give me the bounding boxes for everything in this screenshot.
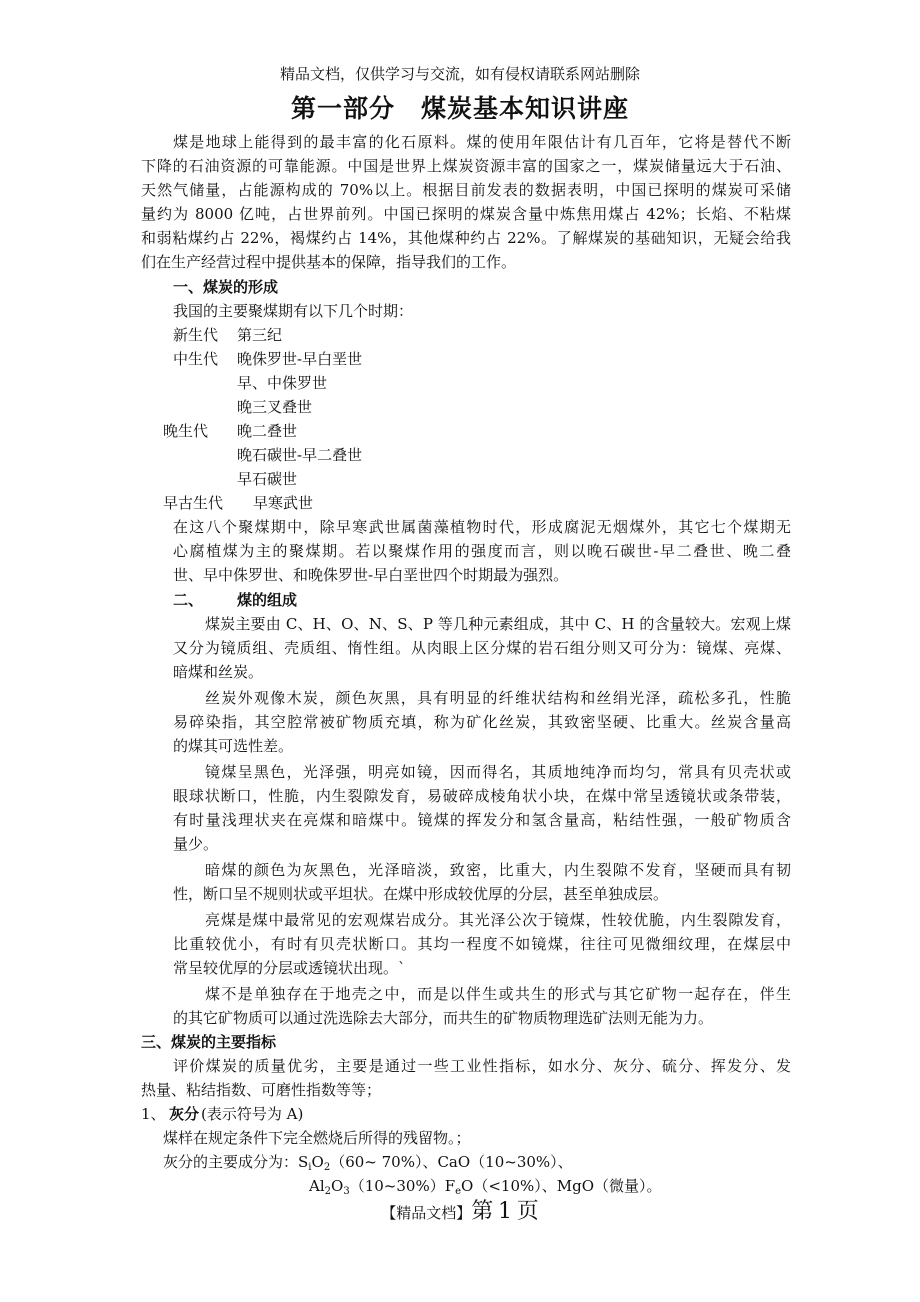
paragraph-line: 的其它矿物质可以通过洗选除去大部分，而共生的矿物质物理选矿法则无能为力。 [173, 1009, 714, 1027]
formula-al2o3: $Al_2O_3$ [309, 1177, 350, 1197]
era-period: 第三纪 [237, 326, 283, 344]
formula-sio2: $S_iO_2$ [298, 1153, 331, 1173]
paragraph-line: 性，断口呈不规则状或平坦状。在煤中形成较优厚的分层，甚至单独成层。 [173, 885, 669, 903]
list-item-term: 灰分 [169, 1105, 200, 1123]
era-period: 晚侏罗世-早白垩世 [237, 350, 363, 368]
era-period: 早寒武世 [253, 494, 314, 512]
paragraph-line: 镜煤呈黑色，光泽强，明亮如镜，因而得名，其质地纯净而均匀，常具有贝壳状或 [205, 763, 791, 781]
page-title: 第一部分 煤炭基本知识讲座 [290, 94, 629, 123]
intro-line: 下降的石油资源的可靠能源。中国是世界上煤炭资源丰富的国家之一，煤炭储量远大于石油、 [141, 157, 791, 175]
paragraph-line: 煤不是单独存在于地壳之中，而是以伴生或共生的形式与其它矿物一起存在，伴生 [205, 985, 791, 1003]
intro-line: 和弱粘煤约占 22%，褐煤约占 14%，其他煤种约占 22%。了解煤炭的基础知识，无疑会给我 [141, 229, 791, 247]
era-name: 早古生代 [163, 494, 224, 512]
intro-line: 天然气储量，占能源构成的 70%以上。根据目前发表的数据表明，中国已探明的煤炭可采储 [141, 181, 791, 199]
components-lead: 灰分的主要成分为： [163, 1153, 299, 1171]
era-period: 早、中侏罗世 [237, 374, 328, 392]
page-word: 第 [471, 1199, 494, 1224]
paragraph-line: 眼球状断口，性脆，内生裂隙发育，易破碎成棱角状小块，在煤中常呈透镜状或条带装， [173, 787, 791, 805]
paragraph-line: 亮煤是煤中最常见的宏观煤岩成分。其光泽公次于镜煤，性较优脆，内生裂隙发育， [205, 911, 791, 929]
era-period: 晚三叉叠世 [237, 398, 313, 416]
components-line [309, 1176, 662, 1196]
page-footer [0, 1197, 920, 1228]
paragraph-line: 常呈较优厚的分层或透镜状出现。` [173, 959, 406, 977]
era-period: 早石碳世 [237, 470, 298, 488]
components-range: （10~30%）F [349, 1177, 456, 1195]
era-name: 晚生代 [163, 422, 209, 440]
paragraph-line: 煤炭主要由 C、H、O、N、S、P 等几种元素组成，其中 C、H 的含量较大。宏观上煤 [205, 615, 791, 633]
era-period: 晚石碳世-早二叠世 [237, 446, 363, 464]
section-summary-line: 心腐植煤为主的聚煤期。若以聚煤作用的强度而言，则以晚石碳世-早二叠世、晚二叠 [173, 542, 791, 560]
era-period: 晚二叠世 [237, 422, 298, 440]
era-name: 中生代 [173, 350, 219, 368]
paragraph-line: 有时量浅理状夹在亮煤和暗煤中。镜煤的挥发分和氢含量高，粘结性强，一般矿物质含 [173, 811, 791, 829]
paragraph-line: 量少。 [173, 835, 219, 853]
section-heading: 三、煤炭的主要指标 [141, 1033, 277, 1051]
list-item-symbol: (表示符号为 A) [201, 1105, 304, 1123]
page-header: 精品文档，仅供学习与交流，如有侵权请联系网站删除 [279, 65, 640, 83]
components-line [163, 1152, 573, 1172]
paragraph-line: 的煤其可选性差。 [173, 737, 294, 755]
footer-label: 【精品文档】 [381, 1204, 472, 1222]
paragraph-line: 暗煤的颜色为灰黑色，光泽暗淡，致密，比重大，内生裂隙不发育，坚硬而具有韧 [205, 861, 791, 879]
formula-subscript: e [455, 1186, 462, 1197]
section-summary-line: 世、早中侏罗世、和晚侏罗世-早白垩世四个时期最为强烈。 [173, 566, 569, 584]
page-number: 1 [498, 1199, 512, 1224]
components-range: O（<10%）、MgO（微量）。 [461, 1177, 662, 1195]
intro-line: 量约为 8000 亿吨，占世界前列。中国已探明的煤炭含量中炼焦用煤占 42%；长焰、不粘煤 [141, 205, 791, 223]
section-heading: 煤的组成 [237, 591, 298, 609]
paragraph-line: 评价煤炭的质量优劣，主要是通过一些工业性指标，如水分、灰分、硫分、挥发分、发 [173, 1057, 791, 1075]
section-lead: 我国的主要聚煤期有以下几个时期： [173, 302, 414, 320]
paragraph-line: 热量、粘结指数、可磨性指数等等； [141, 1081, 382, 1099]
components-range: （60~ 70%）、CaO（10~30%）、 [330, 1153, 573, 1171]
page-word: 页 [516, 1199, 539, 1224]
intro-line: 们在生产经营过程中提供基本的保障，指导我们的工作。 [141, 253, 517, 271]
era-name: 新生代 [173, 326, 219, 344]
paragraph-line: 又分为镜质组、壳质组、惰性组。从肉眼上区分煤的岩石组分则又可分为：镜煤、亮煤、 [173, 639, 791, 657]
paragraph-line: 丝炭外观像木炭，颜色灰黑，具有明显的纤维状结构和丝绢光泽，疏松多孔，性脆 [205, 689, 791, 707]
paragraph-line: 暗煤和丝炭。 [173, 663, 264, 681]
section-summary-line: 在这八个聚煤期中，除早寒武世属菌藻植物时代，形成腐泥无烟煤外，其它七个煤期无 [173, 518, 791, 536]
list-item-number: 1、 [141, 1105, 166, 1123]
intro-line: 煤是地球上能得到的最丰富的化石原料。煤的使用年限估计有几百年，它将是替代不断 [173, 133, 791, 151]
paragraph-line: 易碎染指，其空腔常被矿物质充填，称为矿化丝炭，其致密坚硬、比重大。丝炭含量高 [173, 713, 791, 731]
section-heading-number: 二、 [173, 591, 204, 609]
paragraph-line: 比重较优小，有时有贝壳状断口。其均一程度不如镜煤，往往可见微细纹理，在煤层中 [173, 935, 791, 953]
definition-line: 煤样在规定条件下完全燃烧后所得的残留物。； [163, 1129, 471, 1147]
section-heading: 一、煤炭的形成 [173, 278, 279, 296]
